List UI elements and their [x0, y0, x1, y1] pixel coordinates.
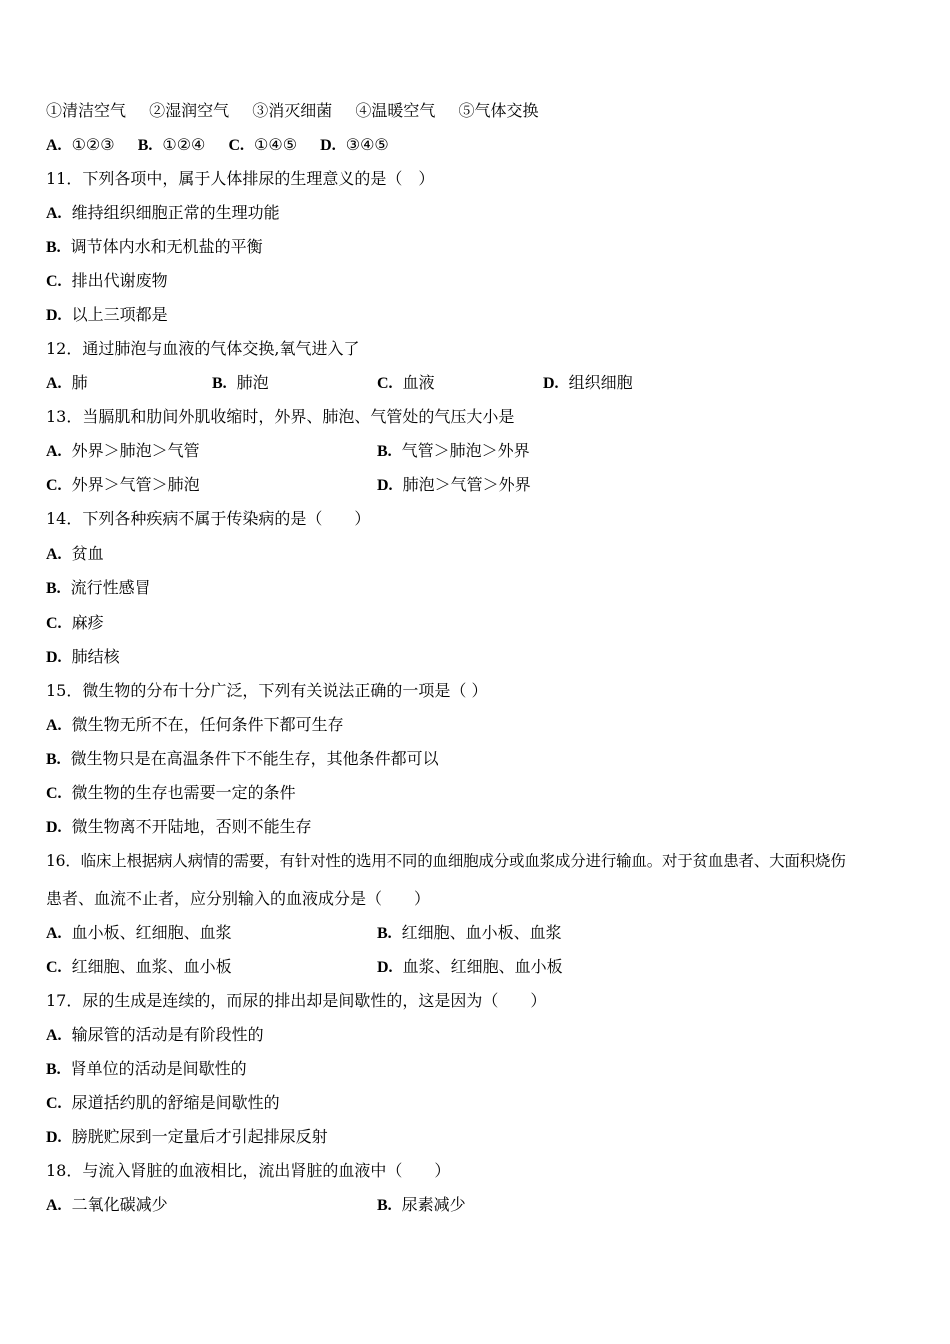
option-label: A. — [46, 546, 62, 563]
option-label: D. — [46, 819, 62, 836]
option-row — [46, 749, 439, 770]
question-stem: 11．下列各项中，属于人体排尿的生理意义的是（ ） — [46, 169, 435, 188]
option-label: B. — [46, 751, 61, 768]
option-label: B. — [46, 239, 61, 256]
option-label: B. — [377, 443, 392, 460]
option-text: 膀胱贮尿到一定量后才引起排尿反射 — [71, 1127, 328, 1146]
option-text: 血小板、红细胞、血浆 — [71, 923, 232, 942]
option-row — [46, 1093, 280, 1114]
option-row — [46, 237, 263, 258]
option-label: D. — [320, 137, 336, 154]
option-label: C. — [377, 375, 393, 392]
option-text: 外界＞肺泡＞气管 — [71, 441, 200, 460]
option-text: 排出代谢废物 — [71, 271, 168, 290]
option-text: 红细胞、血浆、血小板 — [71, 957, 232, 976]
option-label: A. — [46, 1197, 62, 1214]
option-row — [46, 817, 312, 838]
option-label: D. — [377, 477, 393, 494]
intro-item: ④温暖空气 — [355, 101, 436, 120]
option-row — [46, 271, 168, 292]
option-label: A. — [46, 1027, 62, 1044]
option-cell — [377, 475, 531, 496]
question-stem: 15．微生物的分布十分广泛，下列有关说法正确的一项是（ ） — [46, 681, 488, 700]
option-label: D. — [377, 959, 393, 976]
option-row — [46, 203, 280, 224]
option-text: 微生物只是在高温条件下不能生存，其他条件都可以 — [70, 749, 439, 768]
option-text: 血液 — [402, 373, 435, 392]
option-text: ①②④ — [162, 135, 206, 154]
option-text: 以上三项都是 — [71, 305, 168, 324]
intro-item: ③消灭细菌 — [252, 101, 333, 120]
option-text: 输尿管的活动是有阶段性的 — [71, 1025, 264, 1044]
option-row — [46, 578, 151, 599]
option-text: 肺泡 — [236, 373, 269, 392]
option-text: 肾单位的活动是间歇性的 — [70, 1059, 247, 1078]
option-label: D. — [543, 375, 559, 392]
option-cell — [46, 373, 88, 394]
option-label: A. — [46, 375, 62, 392]
option-text: 微生物无所不在，任何条件下都可生存 — [71, 715, 344, 734]
option-text: ①②③ — [71, 135, 115, 154]
option-row — [46, 715, 344, 736]
option-label: B. — [212, 375, 227, 392]
option-label: C. — [46, 1095, 62, 1112]
option-text: 尿素减少 — [401, 1195, 466, 1214]
option-text: 流行性感冒 — [70, 578, 151, 597]
option-cell — [212, 373, 269, 394]
intro-item: ②湿润空气 — [149, 101, 230, 120]
option-label: A. — [46, 717, 62, 734]
question-stem-continued: 患者、血流不止者，应分别输入的血液成分是（ ） — [46, 889, 431, 908]
option-text: 肺泡＞气管＞外界 — [402, 475, 531, 494]
option-cell — [377, 441, 530, 462]
option-cell — [543, 373, 633, 394]
option-text: 外界＞气管＞肺泡 — [71, 475, 200, 494]
option-text: ③④⑤ — [345, 135, 389, 154]
option-row — [46, 613, 104, 634]
question-stem: 17．尿的生成是连续的，而尿的排出却是间歇性的，这是因为（ ） — [46, 991, 547, 1010]
option-label: B. — [377, 925, 392, 942]
option-label: B. — [46, 1061, 61, 1078]
intro-item: ⑤气体交换 — [458, 101, 539, 120]
option-text: 尿道括约肌的舒缩是间歇性的 — [71, 1093, 280, 1112]
option-row — [46, 305, 168, 326]
option-text: 微生物的生存也需要一定的条件 — [71, 783, 296, 802]
option-label: C. — [46, 273, 62, 290]
option-text: 维持组织细胞正常的生理功能 — [71, 203, 280, 222]
option-text: 麻疹 — [71, 613, 104, 632]
option-label: A. — [46, 925, 62, 942]
option-label: C. — [46, 477, 62, 494]
option-text: 气管＞肺泡＞外界 — [401, 441, 530, 460]
question-stem: 12．通过肺泡与血液的气体交换,氧气进入了 — [46, 339, 360, 358]
option-row — [46, 1025, 264, 1046]
option-cell — [377, 373, 435, 394]
option-row — [46, 1059, 247, 1080]
option-label: D. — [46, 1129, 62, 1146]
option-text: 组织细胞 — [568, 373, 633, 392]
option-text: 二氧化碳减少 — [71, 1195, 168, 1214]
intro-item: ①清洁空气 — [46, 101, 127, 120]
option-text: 微生物离不开陆地，否则不能生存 — [71, 817, 312, 836]
question-stem: 13．当膈肌和肋间外肌收缩时，外界、肺泡、气管处的气压大小是 — [46, 407, 515, 426]
option-cell — [46, 957, 232, 978]
option-cell — [46, 475, 200, 496]
option-cell — [46, 1195, 168, 1216]
option-row — [46, 783, 296, 804]
question-stem: 14．下列各种疾病不属于传染病的是（ ） — [46, 509, 371, 528]
option-row — [46, 647, 120, 668]
intro-options — [46, 135, 389, 156]
option-cell — [46, 441, 200, 462]
option-row — [46, 544, 104, 565]
question-stem: 18．与流入肾脏的血液相比，流出肾脏的血液中（ ） — [46, 1161, 451, 1180]
question-stem: 16．临床上根据病人病情的需要，有针对性的选用不同的血细胞成分或血浆成分进行输血。对于贫血患者、大面积烧伤 — [46, 852, 846, 870]
option-text: 肺结核 — [71, 647, 120, 666]
option-label: B. — [46, 580, 61, 597]
option-cell — [46, 923, 232, 944]
option-label: B. — [137, 137, 153, 154]
option-label: C. — [46, 959, 62, 976]
option-label: A. — [46, 443, 62, 460]
option-text: 调节体内水和无机盐的平衡 — [70, 237, 263, 256]
option-label: A. — [46, 205, 62, 222]
option-cell — [377, 1195, 466, 1216]
option-label: C. — [46, 615, 62, 632]
option-text: 肺 — [71, 373, 88, 392]
option-label: D. — [46, 649, 62, 666]
option-label: C. — [46, 785, 62, 802]
option-label: C. — [228, 137, 245, 154]
option-label: A. — [46, 137, 62, 154]
option-cell — [377, 923, 562, 944]
option-text: 红细胞、血小板、血浆 — [401, 923, 562, 942]
option-row — [46, 1127, 328, 1148]
option-label: B. — [377, 1197, 392, 1214]
option-label: D. — [46, 307, 62, 324]
intro-items — [46, 101, 538, 121]
option-text: 血浆、红细胞、血小板 — [402, 957, 563, 976]
option-text: ①④⑤ — [254, 135, 298, 154]
option-text: 贫血 — [71, 544, 104, 563]
option-cell — [377, 957, 563, 978]
